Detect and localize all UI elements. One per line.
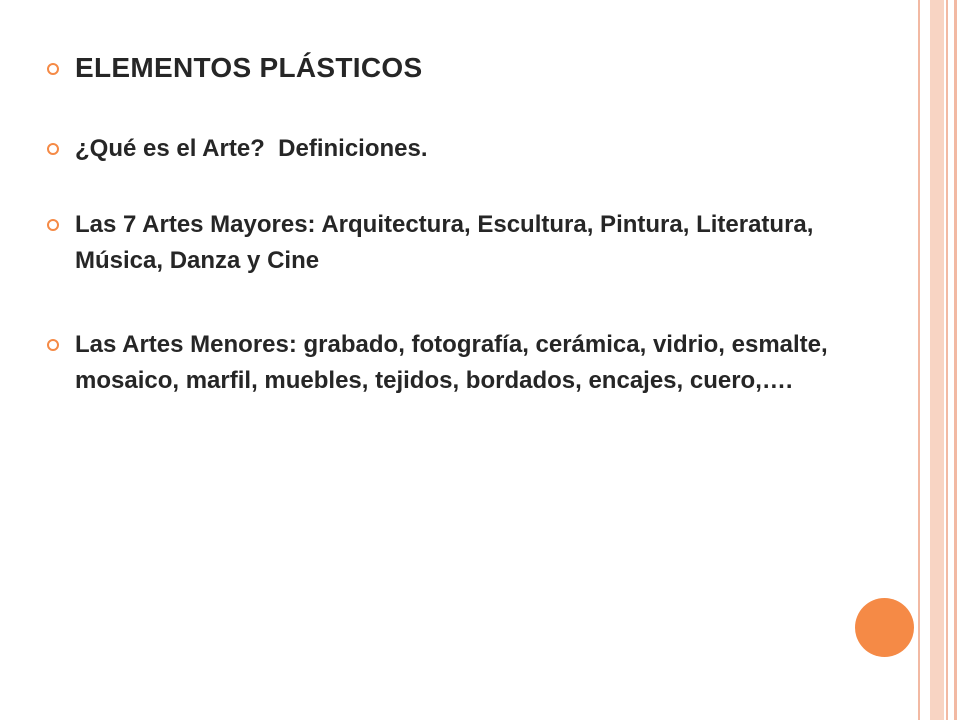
- decorative-band-line: [954, 0, 957, 720]
- bullet-list: [47, 50, 867, 399]
- decorative-band-line: [946, 0, 948, 720]
- slide-title: [47, 50, 867, 86]
- list-item-text: Las 7 Artes Mayores: Arquitectura, Escultura, Pintura, Literatura, Música, Danza y Cine: [75, 211, 814, 274]
- list-item: [47, 327, 867, 399]
- decorative-band: [930, 0, 944, 720]
- list-item-text: Las Artes Menores: grabado, fotografía, cerámica, vidrio, esmalte, mosaico, marfil, muebles, tejidos, bordados, encajes, cuero,….: [75, 331, 828, 394]
- list-item: [47, 207, 867, 279]
- list-item-text: ¿Qué es el Arte? Definiciones.: [75, 135, 428, 162]
- ring-bullet-icon: [47, 143, 59, 155]
- list-item: [47, 131, 867, 167]
- slide-title-text: ELEMENTOS PLÁSTICOS: [75, 52, 423, 83]
- accent-circle: [855, 598, 914, 657]
- ring-bullet-icon: [47, 339, 59, 351]
- ring-bullet-icon: [47, 63, 59, 75]
- ring-bullet-icon: [47, 219, 59, 231]
- decorative-band-line: [918, 0, 920, 720]
